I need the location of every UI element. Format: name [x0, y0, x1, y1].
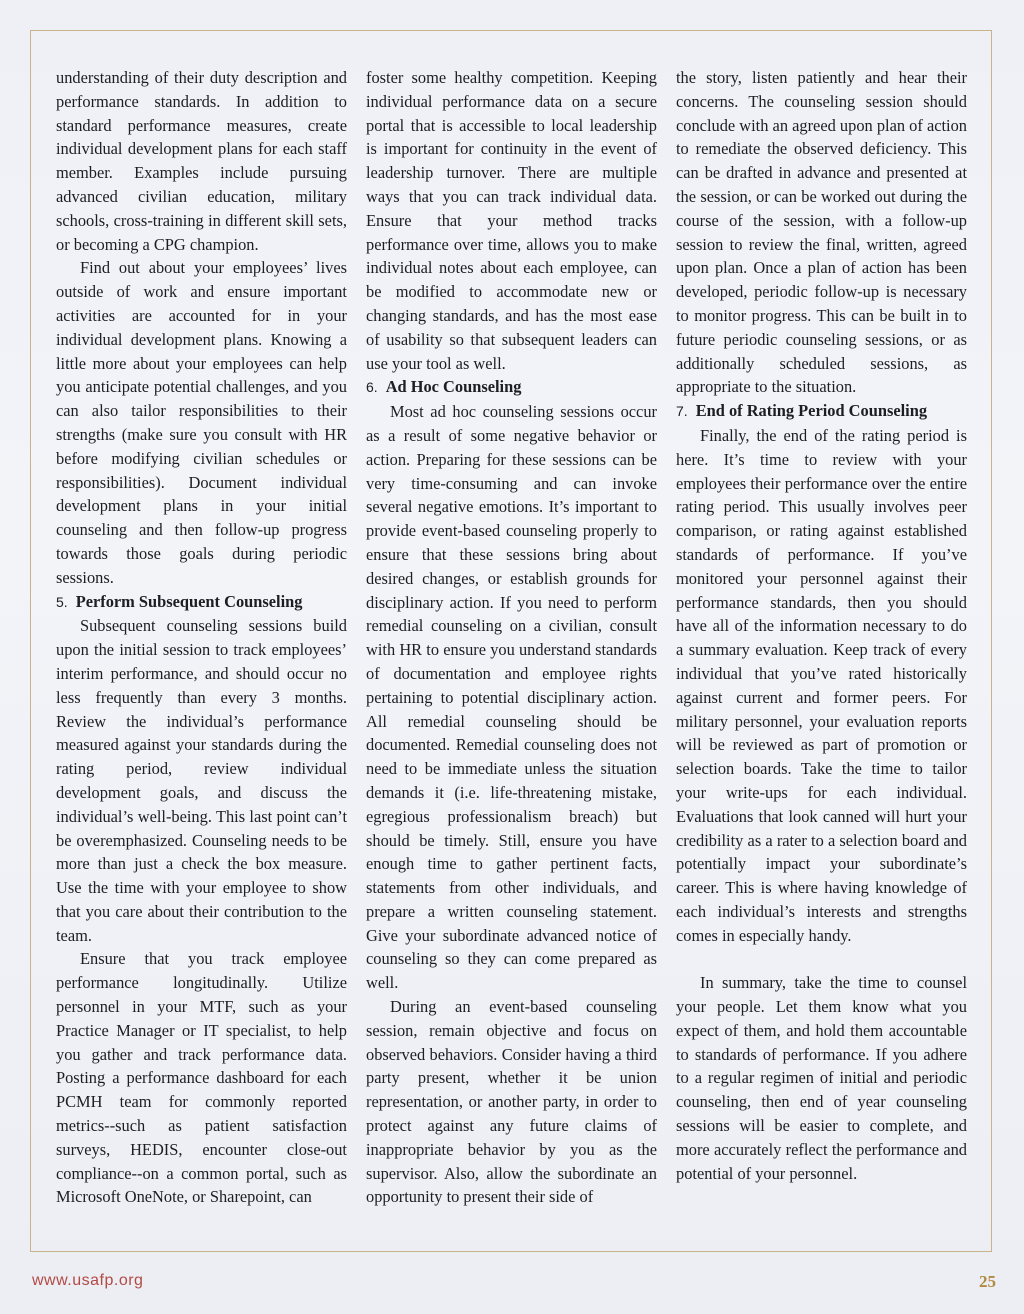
column-2	[366, 66, 657, 1209]
paragraph: Ensure that you track employee performance longitudinally. Utilize personnel in your MTF, such as your Practice Manager or IT specialist, to help you gather and track performance data. Posting a performance dashboard for each PCMH team for commonly reported metrics--such as patient satisfaction surveys, HEDIS, encounter close-out compliance--on a common portal, such as Microsoft OneNote, or Sharepoint, can	[56, 949, 347, 1207]
paragraph: Most ad hoc counseling sessions occur as a result of some negative behavior or action. Preparing for these sessions can be very time-consuming and can invoke several negative emotions. It’s important to provide event-based counseling properly to ensure that these sessions bring about desired changes, or establish grounds for disciplinary action. If you need to perform remedial counseling on a civilian, consult with HR to ensure you understand standards of documentation and employee rights pertaining to potential disciplinary action. All remedial counseling should be documented. Remedial counseling does not need to be immediate unless the situation demands it (i.e. life-threatening mistake, egregious professionalism breach) but should be timely. Still, ensure you have enough time to gather pertinent facts, statements from other individuals, and prepare a written counseling statement. Give your subordinate advanced notice of counseling so they can come prepared as well.	[366, 402, 657, 993]
paragraph: the story, listen patiently and hear their concerns. The counseling session should conclude with an agreed upon plan of action to remediate the observed deficiency. This can be drafted in advance and presented at the session, or can be worked out during the course of the session, with a follow-up session to review the final, written, agreed upon plan. Once a plan of action has been developed, periodic follow-up is necessary to monitor progress. This can be built in to future periodic counseling sessions, or as additionally scheduled sessions, as appropriate to the situation.	[676, 68, 967, 397]
paragraph: During an event-based counseling session, remain objective and focus on observed behaviors. Consider having a third party present, whether it be union representation, or another party, in order to protect against any future claims of inappropriate behavior by you as the supervisor. Also, allow the subordinate an opportunity to present their side of	[366, 997, 657, 1207]
paragraph: Finally, the end of the rating period is here. It’s time to review with your employees their performance over the entire rating period. This usually involves peer comparison, or rating against established standards of performance. If you’ve monitored your personnel against their performance standards, then you should have all of the information necessary to do a summary evaluation. Keep track of every individual that you’ve rated historically against current and former peers. For military personnel, your evaluation reports will be reviewed as part of promotion or selection boards. Take the time to tailor your write-ups for each individual. Evaluations that look canned will hurt your credibility as a rater to a selection board and potentially impact your subordinate’s career. This is where having knowledge of each individual’s interests and strengths comes in especially handy.	[676, 425, 967, 945]
paragraph: understanding of their duty description and performance standards. In addition to standard performance measures, create individual development plans for each staff member. Examples include pursuing advanced civilian education, military schools, cross-training in different skill sets, or becoming a CPG champion.	[56, 68, 347, 254]
paragraph: Subsequent counseling sessions build upon the initial session to track employees’ interim performance, and should occur no less frequently than every 3 months. Review the individual’s performance measured against your standards during the rating period, review individual development goals, and discuss the individual’s well-being. This last point can’t be overemphasized. Counseling needs to be more than just a check the box measure. Use the time with your employee to show that you care about their contribution to the team.	[56, 616, 347, 945]
paragraph: In summary, take the time to counsel your people. Let them know what you expect of them, and hold them accountable to standards of performance. If you adhere to a regular regimen of initial and periodic counseling, then end of year counseling sessions will be easier to complete, and more accurately reflect the performance and potential of your personnel.	[676, 973, 967, 1183]
section-title: Perform Subsequent Counseling	[75, 591, 303, 611]
section-number: 7.	[676, 403, 688, 420]
section-heading-7	[676, 399, 967, 424]
section-number: 6.	[366, 379, 378, 396]
section-number: 5.	[56, 593, 68, 610]
section-heading-6	[366, 375, 657, 400]
paragraph: Find out about your employees’ lives outside of work and ensure important activities are accounted for in your individual development plans. Knowing a little more about your employees can help you anticipate potential challenges, and you can also tailor responsibilities to their strengths (make sure you consult with HR before modifying civilian schedules or responsibilities). Document individual development plans in your initial counseling and then follow-up progress towards those goals during periodic sessions.	[56, 258, 347, 587]
column-3	[676, 66, 967, 1185]
section-heading-5	[56, 590, 347, 615]
section-title: End of Rating Period Counseling	[695, 401, 928, 421]
column-1	[56, 66, 347, 1209]
page-number: 25	[979, 1272, 996, 1291]
website-link[interactable]: www.usafp.org	[32, 1272, 144, 1289]
paragraph: foster some healthy competition. Keeping individual performance data on a secure portal that is accessible to local leadership is important for continuity in the event of leadership turnover. There are multiple ways that you can track individual data. Ensure that your method tracks performance over time, allows you to make individual notes about each employee, can be modified to accommodate new or changing standards, and has the most ease of usability so that subsequent leaders can use your tool as well.	[366, 68, 657, 373]
section-title: Ad Hoc Counseling	[385, 377, 522, 397]
